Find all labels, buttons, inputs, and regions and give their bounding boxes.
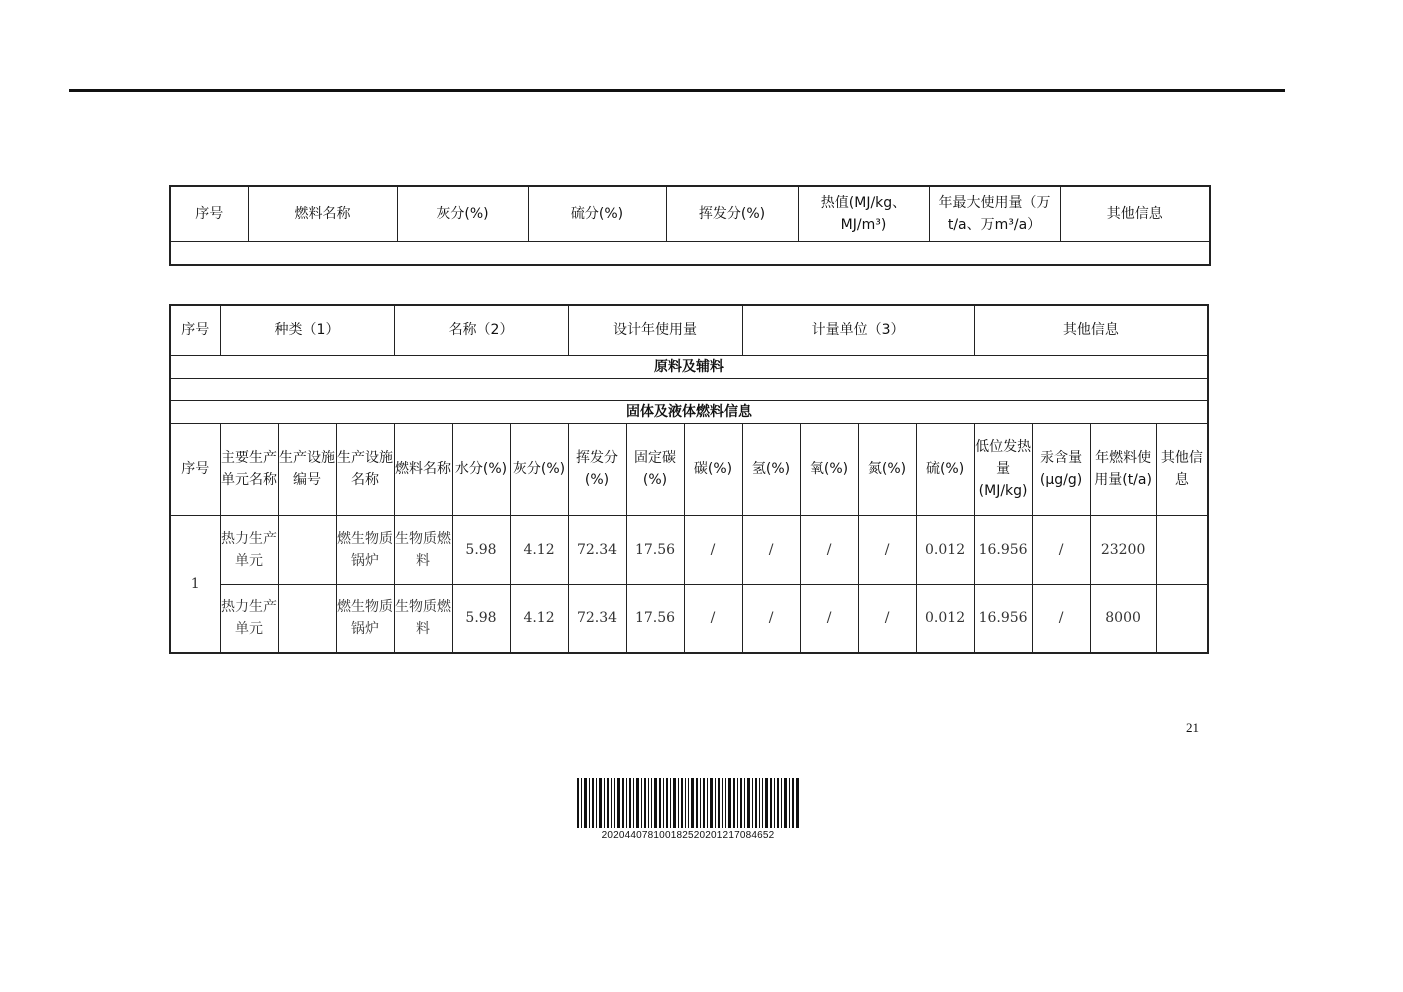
- barcode-number: 20204407810018252020121708465​2: [601, 830, 775, 841]
- cell-mercury: /: [1032, 515, 1090, 584]
- header-other: 其他信息: [974, 305, 1208, 355]
- cell-moisture: 5.98: [452, 515, 510, 584]
- fuel-header-unit: 主要生产单元名称: [220, 423, 278, 515]
- cell-oxygen: /: [800, 515, 858, 584]
- header-ash: 灰分(%): [397, 186, 528, 241]
- cell-facility-no: [278, 584, 336, 653]
- fuel-header-sulfur: 硫(%): [916, 423, 974, 515]
- cell-hydrogen: /: [742, 515, 800, 584]
- cell-oxygen: /: [800, 584, 858, 653]
- header-kind: 种类（1）: [220, 305, 394, 355]
- cell-ash: 4.12: [510, 584, 568, 653]
- section-raw-materials: 原料及辅料: [170, 355, 1208, 378]
- fuel-header-volatile: 挥发分(%): [568, 423, 626, 515]
- header-other: 其他信息: [1060, 186, 1210, 241]
- fuel-header-fuel-name: 燃料名称: [394, 423, 452, 515]
- cell-facility-name: 燃生物质锅炉: [336, 584, 394, 653]
- cell-volatile: 72.34: [568, 584, 626, 653]
- header-name: 名称（2）: [394, 305, 568, 355]
- cell-nitrogen: /: [858, 584, 916, 653]
- header-heat-value: 热值(MJ/kg、MJ/m³): [798, 186, 929, 241]
- cell-lhv: 16.956: [974, 584, 1032, 653]
- cell-unit: 热力生产单元: [220, 515, 278, 584]
- cell-mercury: /: [1032, 584, 1090, 653]
- cell-annual-usage: 8000: [1090, 584, 1156, 653]
- cell-fixed-carbon: 17.56: [626, 584, 684, 653]
- header-fuel-name: 燃料名称: [248, 186, 397, 241]
- cell-annual-usage: 23200: [1090, 515, 1156, 584]
- cell-fuel: 生物质燃料: [394, 584, 452, 653]
- cell-hydrogen: /: [742, 584, 800, 653]
- header-volatile: 挥发分(%): [666, 186, 798, 241]
- fuel-header-fixed-carbon: 固定碳(%): [626, 423, 684, 515]
- fuel-header-oxygen: 氧(%): [800, 423, 858, 515]
- header-index: 序号: [170, 305, 220, 355]
- fuel-header-moisture: 水分(%): [452, 423, 510, 515]
- fuel-header-hydrogen: 氢(%): [742, 423, 800, 515]
- cell-moisture: 5.98: [452, 584, 510, 653]
- fuel-header-annual-usage: 年燃料使用量(t/a): [1090, 423, 1156, 515]
- cell-lhv: 16.956: [974, 515, 1032, 584]
- header-annual-max: 年最大使用量（万t/a、万m³/a）: [929, 186, 1060, 241]
- fuel-header-index: 序号: [170, 423, 220, 515]
- barcode-image: [577, 778, 799, 828]
- empty-row: [170, 241, 1210, 265]
- empty-row: [170, 378, 1208, 400]
- fuel-header-facility-no: 生产设施编号: [278, 423, 336, 515]
- cell-nitrogen: /: [858, 515, 916, 584]
- header-index: 序号: [170, 186, 248, 241]
- cell-sulfur: 0.012: [916, 584, 974, 653]
- fuel-header-facility-name: 生产设施名称: [336, 423, 394, 515]
- section-fuel-info: 固体及液体燃料信息: [170, 400, 1208, 423]
- row-index: 1: [170, 515, 220, 653]
- cell-other: [1156, 584, 1208, 653]
- header-sulfur: 硫分(%): [528, 186, 666, 241]
- cell-fixed-carbon: 17.56: [626, 515, 684, 584]
- materials-fuel-table: [169, 304, 1209, 654]
- fuel-header-lhv: 低位发热量(MJ/kg): [974, 423, 1032, 515]
- page-number: 21: [1186, 720, 1199, 735]
- cell-sulfur: 0.012: [916, 515, 974, 584]
- fuel-header-nitrogen: 氮(%): [858, 423, 916, 515]
- header-unit: 计量单位（3）: [742, 305, 974, 355]
- fuel-summary-table: [169, 185, 1211, 266]
- fuel-header-ash: 灰分(%): [510, 423, 568, 515]
- cell-carbon: /: [684, 584, 742, 653]
- fuel-header-other: 其他信息: [1156, 423, 1208, 515]
- cell-carbon: /: [684, 515, 742, 584]
- cell-fuel: 生物质燃料: [394, 515, 452, 584]
- cell-other: [1156, 515, 1208, 584]
- top-rule: [69, 89, 1285, 92]
- cell-facility-no: [278, 515, 336, 584]
- cell-unit: 热力生产单元: [220, 584, 278, 653]
- header-design-usage: 设计年使用量: [568, 305, 742, 355]
- cell-ash: 4.12: [510, 515, 568, 584]
- fuel-header-mercury: 汞含量(μg/g): [1032, 423, 1090, 515]
- cell-facility-name: 燃生物质锅炉: [336, 515, 394, 584]
- cell-volatile: 72.34: [568, 515, 626, 584]
- fuel-header-carbon: 碳(%): [684, 423, 742, 515]
